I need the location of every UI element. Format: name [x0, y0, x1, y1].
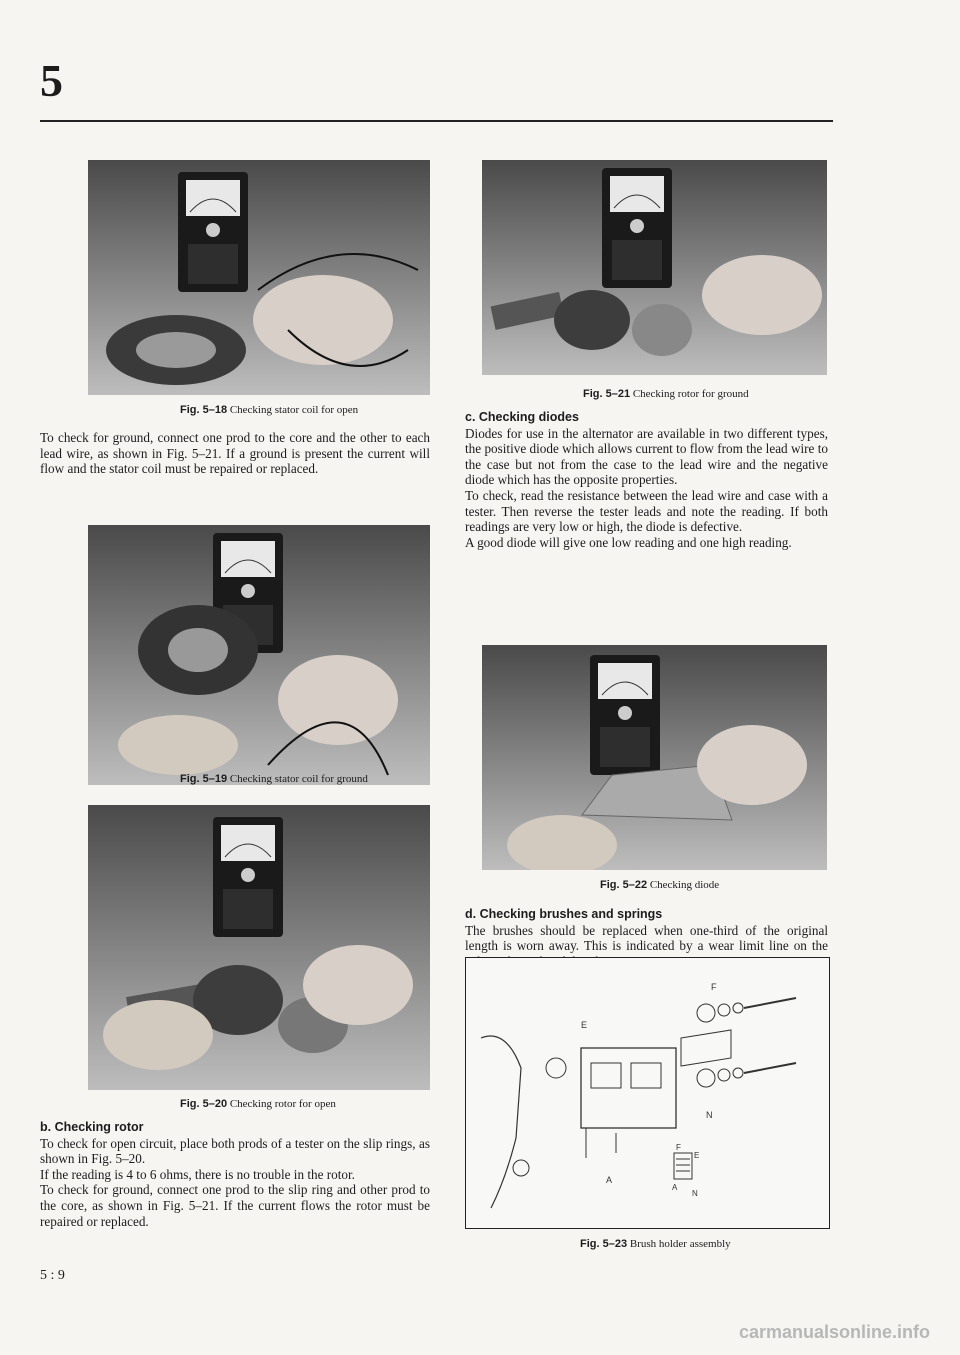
diagram-label-a2: A [672, 1183, 678, 1192]
ground-check-paragraph: To check for ground, connect one prod to the core and the other to each lead wire, as shown in Fig. 5–21. If a ground is present the current will flow and the stator coil must be repaired or replaced. [40, 430, 430, 477]
rotor-heading: b. Checking rotor [40, 1120, 144, 1134]
diagram-label-f2: F [676, 1143, 681, 1152]
caption-fig-5-21: Fig. 5–21 Checking rotor for ground [583, 388, 749, 400]
header-rule [40, 120, 833, 122]
photo-checking-stator-coil-open [88, 160, 430, 395]
caption-fig-5-18: Fig. 5–18 Checking stator coil for open [180, 404, 359, 416]
chapter-number: 5 [40, 55, 63, 106]
checking-diodes-section: c. Checking diodes Diodes for use in the alternator are available in two different types, the positive diode which allows current to flow from the lead wire to the case but not from the case to the lead wire and the negative diode which has the opposite properties. To check, read the resistance between the lead wire and case with a tester. Then reverse the tester leads and note the reading. If both readings are very low or high, the diode is defective. A good diode will give one low reading and one high reading. [465, 410, 828, 550]
checking-brushes-section: d. Checking brushes and springs The brushes should be replaced when one-third of the original length is worn away. This is indicated by a wear limit line on the [465, 907, 828, 954]
diodes-heading: c. Checking diodes [465, 410, 579, 424]
brushes-heading: d. Checking brushes and springs [465, 907, 663, 921]
diagram-label-f: F [711, 982, 717, 992]
caption-fig-5-22: Fig. 5–22 Checking diode [600, 879, 720, 891]
diagram-label-a: A [606, 1175, 613, 1185]
page-folio: 5 : 9 [40, 1268, 65, 1283]
checking-rotor-section: b. Checking rotor To check for open circuit, place both prods of a tester on the slip rings, as shown in Fig. 5–20. If the reading is 4 to 6 ohms, there is no trouble in the rotor. To check for ground, connect one prod to the slip ring and other prod to the core, as shown in Fig. 5–21. If the current flows the rotor must be repaired or replaced. [40, 1120, 430, 1229]
caption-fig-5-23: Fig. 5–23 Brush holder assembly [580, 1238, 731, 1250]
photo-checking-stator-coil-ground [88, 525, 430, 785]
photo-checking-rotor-open [88, 805, 430, 1090]
diagram-label-e: E [581, 1020, 588, 1030]
photo-checking-diode [482, 645, 827, 870]
diagram-label-n2: N [692, 1189, 698, 1198]
caption-fig-5-20: Fig. 5–20 Checking rotor for open [180, 1098, 336, 1110]
photo-checking-rotor-ground [482, 160, 827, 375]
caption-fig-5-19: Fig. 5–19 Checking stator coil for ground [180, 773, 368, 785]
watermark: carmanualsonline.info [738, 1322, 930, 1342]
diagram-label-e2: E [694, 1151, 700, 1160]
brush-holder-diagram [465, 957, 830, 1229]
diagram-label-n: N [706, 1110, 713, 1120]
